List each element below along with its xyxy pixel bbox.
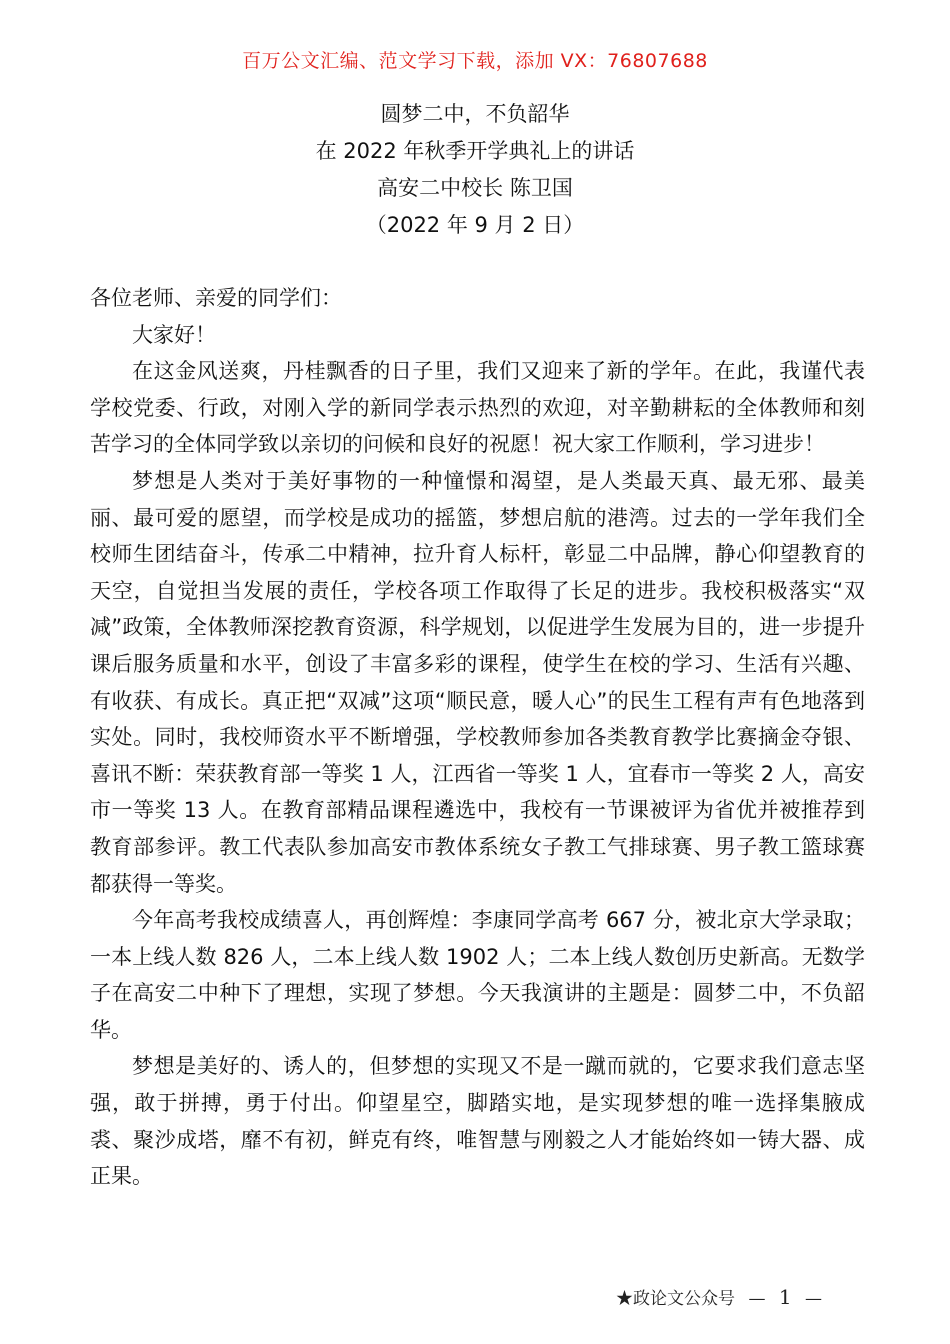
paragraph: 今年高考我校成绩喜人，再创辉煌：李康同学高考 667 分，被北京大学录取；一本上线人数 826 人，二本上线人数 1902 人；二本上线人数创历史新高。无数学子在高安二中种下了理想，实现了梦想。今天我演讲的主题是：圆梦二中，不负韶华。 (90, 908, 865, 1042)
page-number: 1 (778, 1285, 792, 1309)
header-banner: 百万公文汇编、范文学习下载，添加 VX：76807688 (242, 50, 708, 72)
footer-source: ★政论文公众号 (616, 1289, 736, 1309)
speaker-name: 高安二中校长 陈卫国 (377, 176, 573, 200)
speech-body (90, 280, 865, 1195)
paragraph: 梦想是人类对于美好事物的一种憧憬和渴望，是人类最天真、最无邪、最美丽、最可爱的愿望，而学校是成功的摇篮，梦想启航的港湾。过去的一学年我们全校师生团结奋斗，传承二中精神，拉升育人标杆，彰显二中品牌，静心仰望教育的天空，自觉担当发展的责任，学校各项工作取得了长足的进步。我校积极落实“双减”政策，全体教师深挖教育资源，科学规划，以促进学生发展为目的，进一步提升课后服务质量和水平，创设了丰富多彩的课程，使学生在校的学习、生活有兴趣、有收获、有成长。真正把“双减”这项“顺民意，暖人心”的民生工程有声有色地落到实处。同时，我校师资水平不断增强，学校教师参加各类教育教学比赛摘金夺银、喜讯不断：荣获教育部一等奖 1 人，江西省一等奖 1 人，宜春市一等奖 2 人，高安市一等奖 13 人。在教育部精品课程遴选中，我校有一节课被评为省优并被推荐到教育部参评。教工代表队参加高安市教体系统女子教工气排球赛、男子教工篮球赛都获得一等奖。 (90, 468, 865, 896)
title-block (0, 96, 950, 244)
speech-date: （2022 年 9 月 2 日） (365, 213, 585, 237)
paragraph: 在这金风送爽，丹桂飘香的日子里，我们又迎来了新的学年。在此，我谨代表学校党委、行政，对刚入学的新同学表示热烈的欢迎，对辛勤耕耘的全体教师和刻苦学习的全体同学致以亲切的问候和良好的祝愿！祝大家工作顺利，学习进步！ (90, 359, 865, 457)
paragraph: 梦想是美好的、诱人的，但梦想的实现又不是一蹴而就的，它要求我们意志坚强，敢于拼搏，勇于付出。仰望星空，脚踏实地，是实现梦想的唯一选择集腋成裘、聚沙成塔，靡不有初，鲜克有终，唯智慧与刚毅之人才能始终如一铸大器、成正果。 (90, 1054, 865, 1189)
salutation: 各位老师、亲爱的同学们： (90, 286, 342, 310)
speech-title: 圆梦二中，不负韶华 (380, 102, 570, 126)
paragraph: 大家好！ (132, 322, 216, 347)
page-footer (616, 1284, 830, 1309)
footer-dash-right: — (805, 1289, 822, 1309)
speech-occasion: 在 2022 年秋季开学典礼上的讲话 (315, 139, 635, 163)
footer-dash-left: — (748, 1289, 766, 1309)
